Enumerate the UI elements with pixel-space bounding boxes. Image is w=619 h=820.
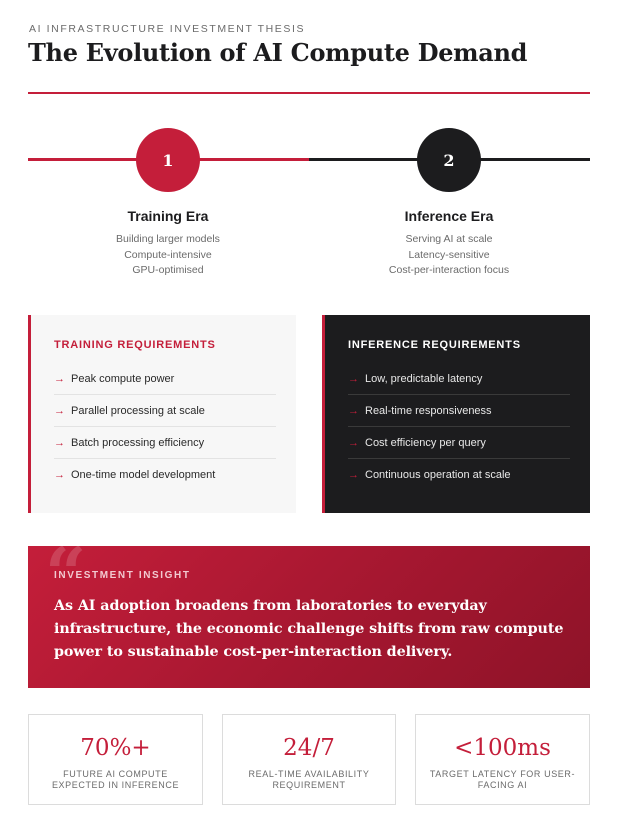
- list-item: [348, 395, 570, 427]
- list-item: [54, 395, 276, 427]
- insight-text: As AI adoption broadens from laboratories to everyday infrastructure, the economic challenge shifts from raw compute power to sustainable cost-per-interaction delivery.: [54, 598, 564, 660]
- era-description-line: Building larger models: [116, 233, 220, 245]
- stat-value: <100ms: [454, 735, 551, 761]
- card-title: INFERENCE REQUIREMENTS: [348, 339, 521, 351]
- list-item-text: Real-time responsiveness: [365, 404, 492, 417]
- arrow-right-icon: →: [348, 469, 359, 481]
- stat-card-latency: [415, 714, 590, 805]
- era-description-line: Serving AI at scale: [405, 233, 493, 245]
- card-title: TRAINING REQUIREMENTS: [54, 339, 216, 351]
- arrow-right-icon: →: [54, 404, 65, 417]
- era-inference: [349, 208, 549, 279]
- training-requirements-card: [28, 315, 296, 513]
- stat-label: REAL-TIME AVAILABILITY REQUIREMENT: [248, 769, 370, 790]
- arrow-right-icon: →: [348, 372, 359, 385]
- arrow-right-icon: →: [348, 404, 359, 417]
- stat-value: 24/7: [283, 735, 335, 761]
- list-item-text: Parallel processing at scale: [71, 404, 205, 417]
- list-item-text: Low, predictable latency: [365, 372, 483, 385]
- list-item-text: One-time model development: [71, 469, 216, 481]
- list-item: [348, 459, 570, 491]
- list-item: [54, 363, 276, 395]
- era-description-line: Cost-per-interaction focus: [388, 264, 510, 276]
- requirements-list: [348, 363, 570, 491]
- timeline-step-1-circle: 1: [136, 128, 200, 192]
- arrow-right-icon: →: [54, 372, 65, 385]
- page-title: The Evolution of AI Compute Demand: [28, 38, 528, 67]
- list-item: [348, 427, 570, 459]
- era-training: [68, 208, 268, 279]
- era-description-line: GPU-optimised: [132, 264, 204, 276]
- era-name: Inference Era: [404, 208, 494, 224]
- list-item-text: Peak compute power: [71, 372, 175, 385]
- list-item-text: Cost efficiency per query: [365, 436, 486, 449]
- arrow-right-icon: →: [54, 469, 65, 481]
- title-divider: [28, 92, 590, 94]
- investment-insight-banner: [28, 546, 590, 688]
- stat-card-availability: [222, 714, 396, 805]
- timeline-step-2-circle: 2: [417, 128, 481, 192]
- arrow-right-icon: →: [54, 436, 65, 449]
- stat-value: 70%+: [80, 735, 151, 761]
- requirements-list: [54, 363, 276, 491]
- list-item-text: Batch processing efficiency: [71, 436, 205, 449]
- stat-label: TARGET LATENCY FOR USER-FACING AI: [429, 769, 576, 790]
- inference-requirements-card: [322, 315, 590, 513]
- era-description-line: Compute-intensive: [124, 248, 212, 261]
- list-item: [54, 459, 276, 491]
- eyebrow-label: AI INFRASTRUCTURE INVESTMENT THESIS: [29, 23, 306, 35]
- insight-label: INVESTMENT INSIGHT: [54, 570, 191, 581]
- list-item: [54, 427, 276, 459]
- quote-icon: “: [45, 546, 87, 616]
- stat-card-inference-share: [28, 714, 203, 805]
- list-item: [348, 363, 570, 395]
- list-item-text: Continuous operation at scale: [365, 469, 511, 481]
- era-description-line: Latency-sensitive: [408, 248, 490, 261]
- era-name: Training Era: [127, 208, 209, 224]
- arrow-right-icon: →: [348, 436, 359, 449]
- stat-label: FUTURE AI COMPUTE EXPECTED IN INFERENCE: [51, 769, 180, 790]
